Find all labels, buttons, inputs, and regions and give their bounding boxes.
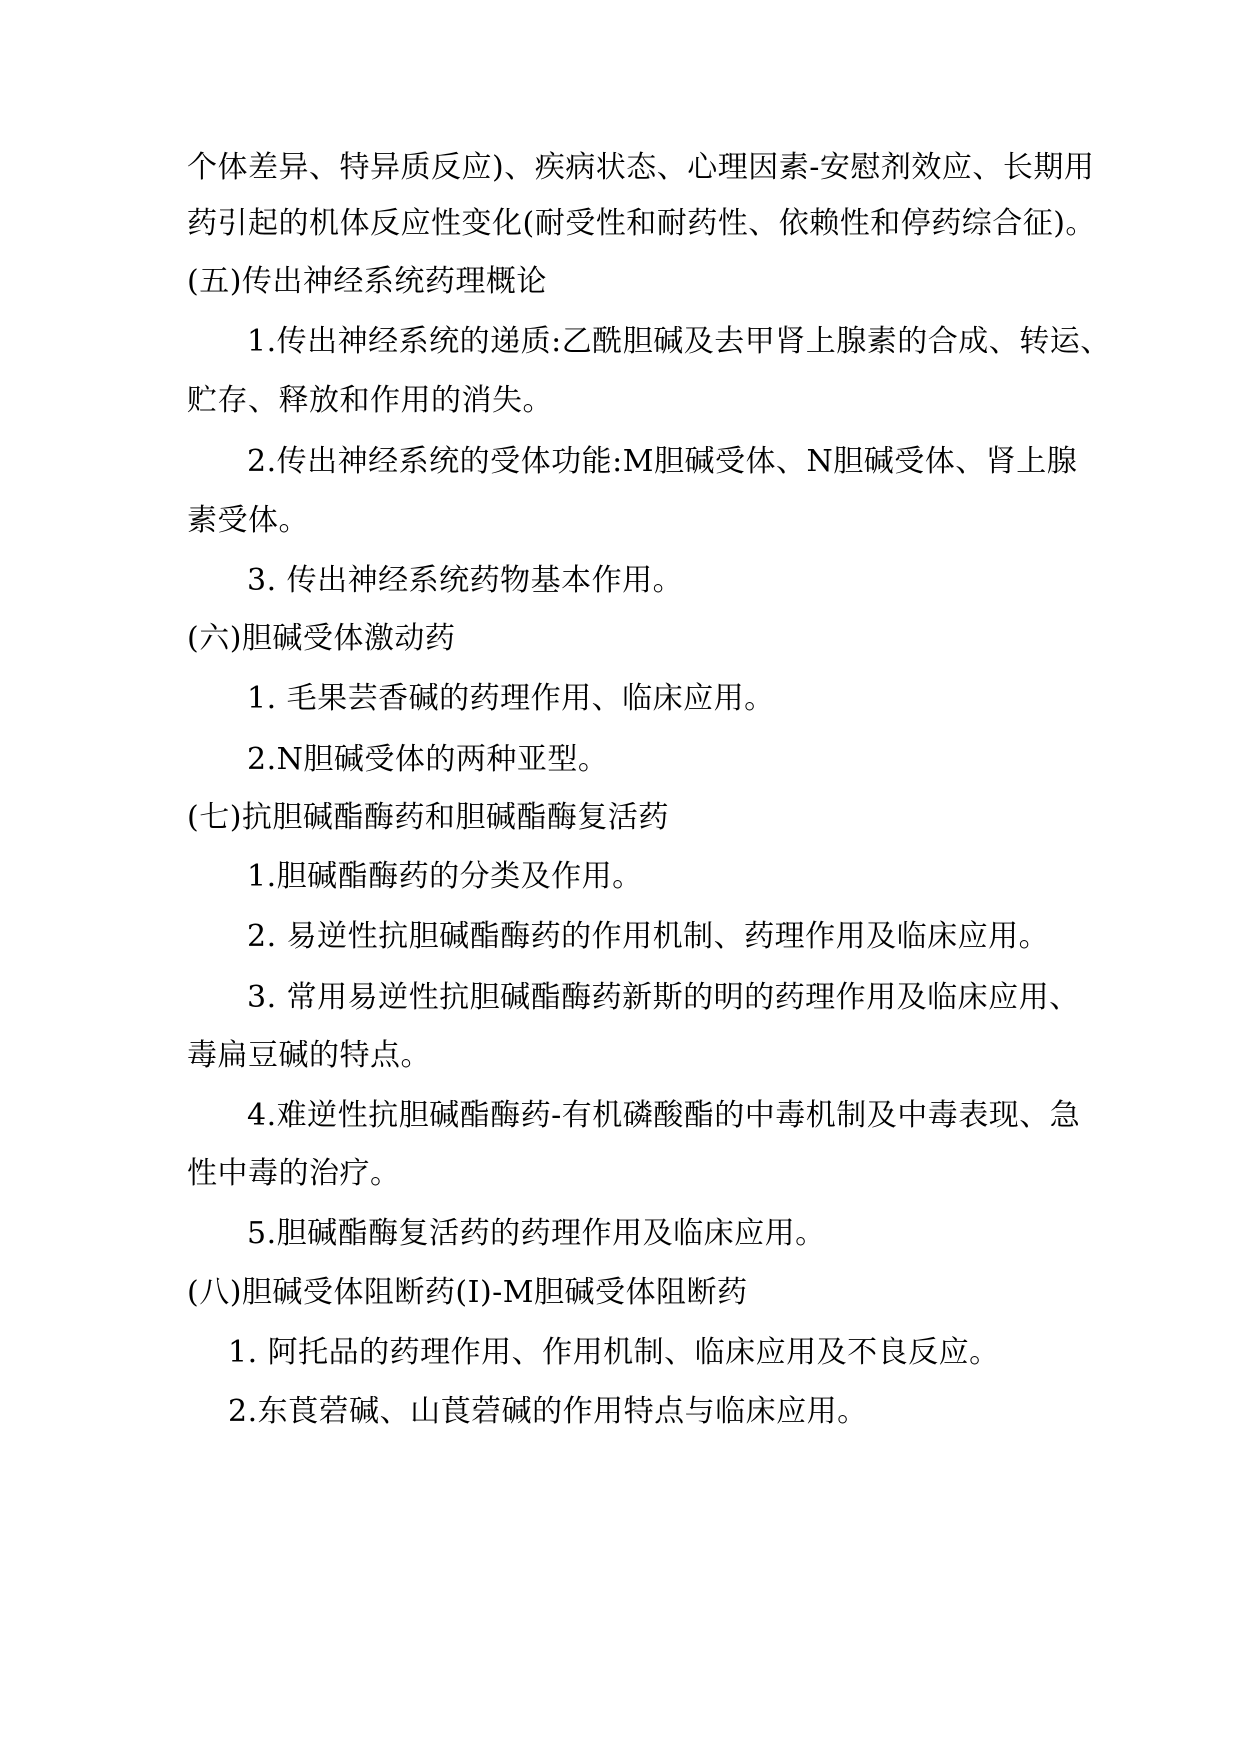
text-line: 2.传出神经系统的受体功能:M胆碱受体、N胆碱受体、肾上腺 (247, 444, 1078, 479)
text-line: 3. 传出神经系统药物基本作用。 (247, 563, 684, 598)
text-line: 1. 毛果芸香碱的药理作用、临床应用。 (247, 681, 775, 716)
text-line: 药引起的机体反应性变化(耐受性和耐药性、依赖性和停药综合征)。 (187, 206, 1096, 241)
text-line: 个体差异、特异质反应)、疾病状态、心理因素-安慰剂效应、长期用 (187, 150, 1095, 185)
section-heading: (五)传出神经系统药理概论 (187, 264, 547, 299)
text-line: 1. 阿托品的药理作用、作用机制、临床应用及不良反应。 (228, 1335, 1000, 1370)
text-line: 1.胆碱酯酶药的分类及作用。 (247, 859, 643, 894)
text-line: 毒扁豆碱的特点。 (187, 1038, 431, 1073)
text-line: 性中毒的治疗。 (187, 1156, 401, 1191)
section-heading: (六)胆碱受体激动药 (187, 621, 456, 656)
section-heading: (七)抗胆碱酯酶药和胆碱酯酶复活药 (187, 800, 669, 835)
text-line: 2. 易逆性抗胆碱酯酶药的作用机制、药理作用及临床应用。 (247, 919, 1050, 954)
text-line: 2.东莨菪碱、山莨菪碱的作用特点与临床应用。 (228, 1394, 868, 1429)
text-line: 5.胆碱酯酶复活药的药理作用及临床应用。 (247, 1216, 826, 1251)
text-line: 1.传出神经系统的递质:乙酰胆碱及去甲肾上腺素的合成、转运、 (247, 324, 1111, 359)
text-line: 4.难逆性抗胆碱酯酶药-有机磷酸酯的中毒机制及中毒表现、急 (247, 1098, 1081, 1133)
text-line: 2.N胆碱受体的两种亚型。 (247, 742, 609, 777)
text-line: 3. 常用易逆性抗胆碱酯酶药新斯的明的药理作用及临床应用、 (247, 980, 1080, 1015)
text-line: 素受体。 (187, 503, 309, 538)
text-line: 贮存、释放和作用的消失。 (187, 383, 553, 418)
section-heading: (八)胆碱受体阻断药(I)-M胆碱受体阻断药 (187, 1275, 748, 1310)
